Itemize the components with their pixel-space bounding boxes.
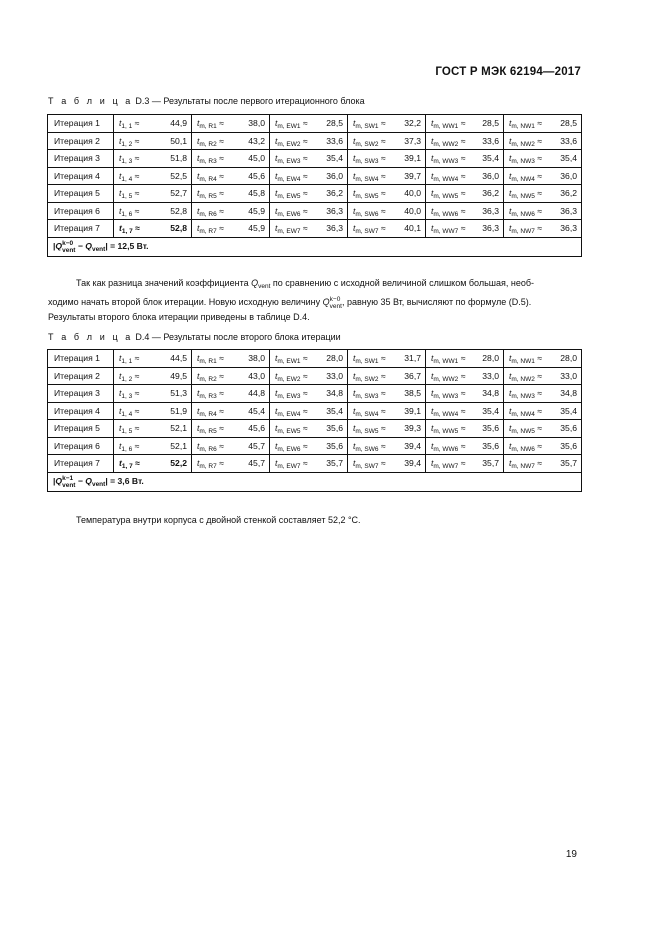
table-cell: $t_{m, WW5}$ ≈ 36,2 [426,185,504,203]
iteration-label: Итерация 2 [48,367,114,385]
table-cell: $t_{1, 6}$ ≈ 52,8 [114,202,192,220]
table-d3 [47,114,582,257]
iteration-label: Итерация 5 [48,185,114,203]
table-row [48,202,582,220]
table-cell: $t_{m, SW2}$ ≈ 37,3 [348,132,426,150]
table-row [48,167,582,185]
table-cell: $t_{m, SW7}$ ≈ 39,4 [348,455,426,473]
table-cell: $t_{m, WW2}$ ≈ 33,0 [426,367,504,385]
table-cell: $t_{m, SW6}$ ≈ 40,0 [348,202,426,220]
convergence-summary: |Q k−1 vent − $Q_{vent}| = 3,6$ Вт. [48,472,582,491]
table-cell: $t_{m, WW7}$ ≈ 35,7 [426,455,504,473]
page-number: 19 [565,849,577,860]
table-cell: $t_{m, WW4}$ ≈ 35,4 [426,402,504,420]
table-cell: $t_{m, EW2}$ ≈ 33,6 [270,132,348,150]
table-cell: $t_{1, 7}$ ≈ 52,2 [114,455,192,473]
table-cell: $t_{m, SW3}$ ≈ 38,5 [348,385,426,403]
table-cell: $t_{m, R4}$ ≈ 45,6 [192,167,270,185]
table-row [48,115,582,133]
table-cell: $t_{m, SW7}$ ≈ 40,1 [348,220,426,238]
paragraph-result: Температура внутри корпуса с двойной стенкой составляет 52,2 °С. [76,515,361,525]
table-cell: $t_{m, R2}$ ≈ 43,0 [192,367,270,385]
table-cell: $t_{1, 2}$ ≈ 49,5 [114,367,192,385]
table-row [48,437,582,455]
table-row [48,420,582,438]
table-row [48,385,582,403]
table-cell: $t_{m, WW7}$ ≈ 36,3 [426,220,504,238]
table-cell: $t_{m, NW5}$ ≈ 35,6 [504,420,582,438]
table-cell: $t_{m, NW4}$ ≈ 36,0 [504,167,582,185]
table-cell: $t_{m, R1}$ ≈ 38,0 [192,350,270,368]
iteration-label: Итерация 4 [48,167,114,185]
table-cell: $t_{m, EW5}$ ≈ 35,6 [270,420,348,438]
table-cell: $t_{m, NW1}$ ≈ 28,5 [504,115,582,133]
iteration-label: Итерация 2 [48,132,114,150]
table-row [48,350,582,368]
table-cell: $t_{m, NW5}$ ≈ 36,2 [504,185,582,203]
table-cell: $t_{1, 3}$ ≈ 51,8 [114,150,192,168]
table-row [48,150,582,168]
table-cell: $t_{m, WW5}$ ≈ 35,6 [426,420,504,438]
table-cell: $t_{m, R5}$ ≈ 45,8 [192,185,270,203]
table-cell: $t_{1, 7}$ ≈ 52,8 [114,220,192,238]
table-cell: $t_{m, R1}$ ≈ 38,0 [192,115,270,133]
table-cell: $t_{m, NW3}$ ≈ 35,4 [504,150,582,168]
table-row [48,132,582,150]
iteration-label: Итерация 3 [48,150,114,168]
table-cell: $t_{m, R6}$ ≈ 45,9 [192,202,270,220]
table-cell: $t_{m, EW7}$ ≈ 36,3 [270,220,348,238]
table-cell: $t_{m, SW5}$ ≈ 39,3 [348,420,426,438]
table-cell: $t_{1, 5}$ ≈ 52,1 [114,420,192,438]
table-cell: $t_{m, SW2}$ ≈ 36,7 [348,367,426,385]
table-row [48,367,582,385]
table-cell: $t_{m, WW3}$ ≈ 34,8 [426,385,504,403]
table-cell: $t_{1, 6}$ ≈ 52,1 [114,437,192,455]
table-cell: $t_{m, NW6}$ ≈ 36,3 [504,202,582,220]
table-cell: $t_{m, WW6}$ ≈ 36,3 [426,202,504,220]
table-cell: $t_{m, SW4}$ ≈ 39,1 [348,402,426,420]
table-cell: $t_{m, NW2}$ ≈ 33,0 [504,367,582,385]
table-cell: $t_{m, NW7}$ ≈ 36,3 [504,220,582,238]
table-cell: $t_{m, NW7}$ ≈ 35,7 [504,455,582,473]
table-cell: $t_{m, WW4}$ ≈ 36,0 [426,167,504,185]
summary-row [48,472,582,491]
table-cell: $t_{m, SW1}$ ≈ 31,7 [348,350,426,368]
table-cell: $t_{m, NW1}$ ≈ 28,0 [504,350,582,368]
table-cell: $t_{m, EW3}$ ≈ 35,4 [270,150,348,168]
table-cell: $t_{m, R5}$ ≈ 45,6 [192,420,270,438]
table-row [48,185,582,203]
table-cell: $t_{m, EW5}$ ≈ 36,2 [270,185,348,203]
table-cell: $t_{m, R4}$ ≈ 45,4 [192,402,270,420]
table-cell: $t_{m, NW6}$ ≈ 35,6 [504,437,582,455]
iteration-label: Итерация 6 [48,202,114,220]
iteration-label: Итерация 1 [48,115,114,133]
table-cell: $t_{m, EW4}$ ≈ 36,0 [270,167,348,185]
iteration-label: Итерация 1 [48,350,114,368]
table-cell: $t_{m, R3}$ ≈ 45,0 [192,150,270,168]
table-cell: $t_{1, 2}$ ≈ 50,1 [114,132,192,150]
table-cell: $t_{m, EW1}$ ≈ 28,0 [270,350,348,368]
table-cell: $t_{m, SW3}$ ≈ 39,1 [348,150,426,168]
table-cell: $t_{m, WW6}$ ≈ 35,6 [426,437,504,455]
convergence-summary: |Q k−0 vent − $Q_{vent}| = 12,5$ Вт. [48,237,582,256]
table-cell: $t_{1, 5}$ ≈ 52,7 [114,185,192,203]
table-cell: $t_{m, SW4}$ ≈ 39,7 [348,167,426,185]
table-cell: $t_{m, SW6}$ ≈ 39,4 [348,437,426,455]
paragraph-iteration-note: Так как разница значений коэффициента $Q_{vent}$ по сравнению с исходной величиной слишком большая, необ- ходимо начать второй блок итерации. Новую исходную величину Q k−0 vent , равную 35 Вт, вычисляют по формуле (D.5). Результаты второго блока итерации приведены в таблице D.4. [48,278,535,322]
table-cell: $t_{m, EW2}$ ≈ 33,0 [270,367,348,385]
table-row [48,220,582,238]
table-cell: $t_{m, R7}$ ≈ 45,9 [192,220,270,238]
table-row [48,402,582,420]
iteration-label: Итерация 5 [48,420,114,438]
iteration-label: Итерация 7 [48,455,114,473]
table-cell: $t_{m, EW6}$ ≈ 36,3 [270,202,348,220]
table-cell: $t_{1, 4}$ ≈ 52,5 [114,167,192,185]
table-cell: $t_{m, R6}$ ≈ 45,7 [192,437,270,455]
table-row [48,455,582,473]
iteration-label: Итерация 3 [48,385,114,403]
table-cell: $t_{m, R7}$ ≈ 45,7 [192,455,270,473]
table-cell: $t_{m, NW2}$ ≈ 33,6 [504,132,582,150]
summary-row [48,237,582,256]
table-d4-caption: Т а б л и ц а D.4 — Результаты после второго блока итерации [48,332,341,342]
table-cell: $t_{m, EW1}$ ≈ 28,5 [270,115,348,133]
table-cell: $t_{m, R2}$ ≈ 43,2 [192,132,270,150]
table-cell: $t_{1, 1}$ ≈ 44,5 [114,350,192,368]
table-cell: $t_{m, EW6}$ ≈ 35,6 [270,437,348,455]
table-cell: $t_{1, 1}$ ≈ 44,9 [114,115,192,133]
iteration-label: Итерация 7 [48,220,114,238]
table-cell: $t_{1, 3}$ ≈ 51,3 [114,385,192,403]
iteration-label: Итерация 6 [48,437,114,455]
table-cell: $t_{m, EW3}$ ≈ 34,8 [270,385,348,403]
iteration-label: Итерация 4 [48,402,114,420]
table-cell: $t_{m, EW4}$ ≈ 35,4 [270,402,348,420]
table-cell: $t_{m, SW5}$ ≈ 40,0 [348,185,426,203]
table-cell: $t_{m, SW1}$ ≈ 32,2 [348,115,426,133]
table-cell: $t_{m, WW2}$ ≈ 33,6 [426,132,504,150]
table-cell: $t_{m, WW3}$ ≈ 35,4 [426,150,504,168]
table-cell: $t_{m, R3}$ ≈ 44,8 [192,385,270,403]
table-d4 [47,349,582,492]
table-d3-caption: Т а б л и ц а D.3 — Результаты после первого итерационного блока [48,96,365,106]
table-cell: $t_{m, WW1}$ ≈ 28,5 [426,115,504,133]
table-cell: $t_{1, 4}$ ≈ 51,9 [114,402,192,420]
table-cell: $t_{m, NW3}$ ≈ 34,8 [504,385,582,403]
standard-header: ГОСТ Р МЭК 62194—2017 [435,66,581,78]
table-cell: $t_{m, WW1}$ ≈ 28,0 [426,350,504,368]
table-cell: $t_{m, NW4}$ ≈ 35,4 [504,402,582,420]
table-cell: $t_{m, EW7}$ ≈ 35,7 [270,455,348,473]
